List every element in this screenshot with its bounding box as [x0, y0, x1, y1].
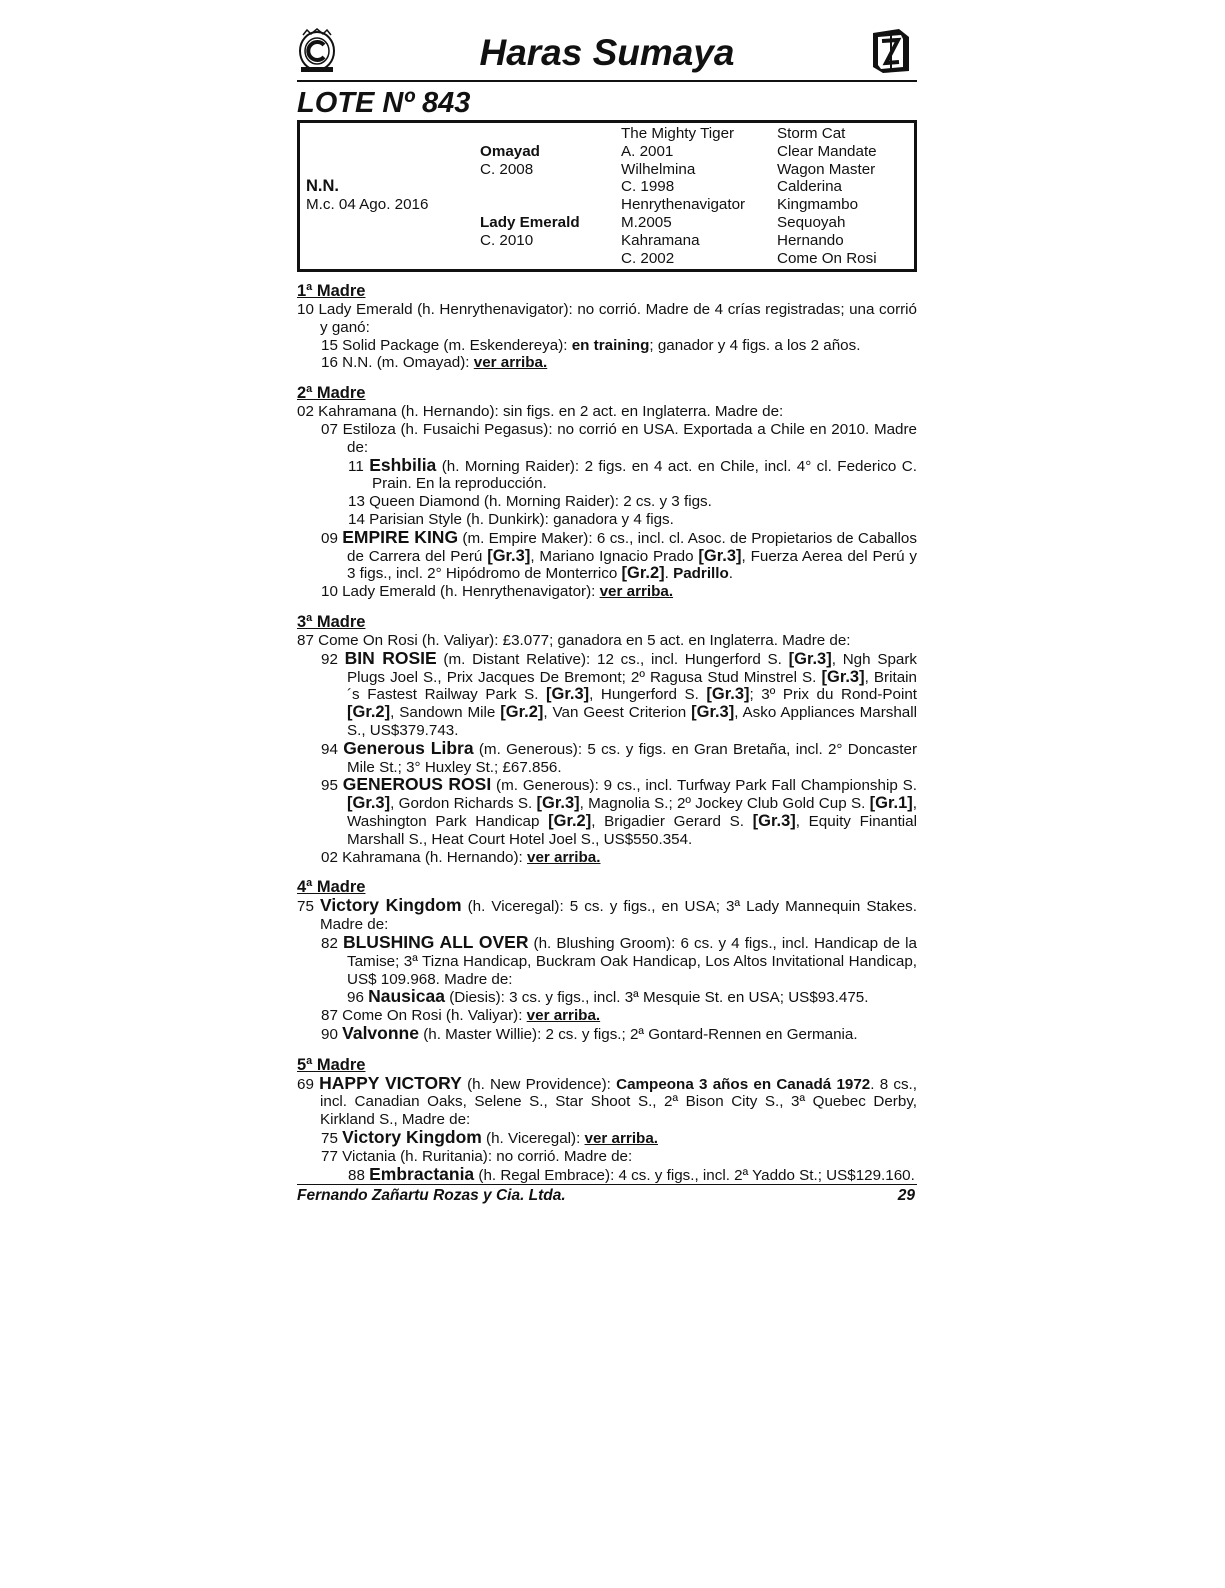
catalog-page — [297, 24, 917, 1184]
page-footer — [297, 1184, 917, 1205]
pedigree-cell: Come On Rosi — [777, 249, 877, 267]
pedigree-cell: Calderina — [777, 178, 843, 196]
sire-name: Omayad — [480, 142, 540, 160]
entry: 94 Generous Libra (m. Generous): 5 cs. y figs. en Gran Bretaña, incl. 2° Doncaster Mile St.; 3° Huxley St.; £67.856. — [321, 737, 917, 776]
pedigree-cell: Henrythenavigator — [621, 196, 746, 214]
entry: 13 Queen Diamond (h. Morning Raider): 2 cs. y 3 figs. — [348, 493, 712, 511]
page-header — [297, 24, 917, 82]
section-heading: 4ª Madre — [297, 878, 366, 897]
subject-info: M.c. 04 Ago. 2016 — [306, 196, 429, 214]
pedigree-table — [297, 120, 917, 272]
page-number: 29 — [897, 1187, 915, 1204]
entry: 82 BLUSHING ALL OVER (h. Blushing Groom): 6 cs. y 4 figs., incl. Handicap de la Tamise; 3ª Tizna Handicap, Buckram Oak Handicap, Los Altos Invitational Handicap, US$ 109.968. Madre de: — [321, 931, 917, 988]
section-heading: 3ª Madre — [297, 612, 366, 631]
entry: 14 Parisian Style (h. Dunkirk): ganadora y 4 figs. — [348, 510, 674, 528]
pedigree-cell: Sequoyah — [777, 213, 846, 231]
section-fourth-dam — [297, 878, 917, 1043]
entry: 02 Kahramana (h. Hernando): ver arriba. — [321, 848, 601, 866]
pedigree-cell: Storm Cat — [777, 125, 846, 142]
entry: 92 BIN ROSIE (m. Distant Relative): 12 cs., incl. Hungerford S. [Gr.3], Ngh Spark Plugs Joel S., Prix Jacques De Bremont; 2º Ragusa Stud Minstrel S. [Gr.3], Britain´s Fastest Railway Park S. [Gr.3], Hungerford S. [Gr.3]; 3º Prix du Rond-Point [Gr.2], Sandown Mile [Gr.2], Van Geest Criterion [Gr.3], Asko Appliances Marshall S., US$379.743. — [321, 647, 918, 739]
section-third-dam — [297, 613, 917, 866]
pedigree-cell: The Mighty Tiger — [621, 125, 735, 142]
entry: 87 Come On Rosi (h. Valiyar): ver arriba. — [321, 1007, 601, 1025]
entry: 09 EMPIRE KING (m. Empire Maker): 6 cs., incl. cl. Asoc. de Propietarios de Caballos de Carrera del Perú [Gr.3], Mariano Ignacio Prado [Gr.3], Fuerza Aerea del Perú y 3 figs., incl. 2° Hipódromo de Monterrico [Gr.2]. Padrillo. — [321, 526, 918, 583]
entry: 07 Estiloza (h. Fusaichi Pegasus): no corrió en USA. Exportada a Chile en 2010. Madre de: — [321, 420, 917, 456]
section-heading: 1ª Madre — [297, 282, 366, 300]
pedigree-cell: C. 1998 — [621, 178, 675, 196]
ver-arriba-link[interactable]: ver arriba. — [473, 354, 548, 372]
entry: 95 GENEROUS ROSI (m. Generous): 9 cs., incl. Turfway Park Fall Championship S. [Gr.3], Gordon Richards S. [Gr.3], Magnolia S.; 2º Jockey Club Gold Cup S. [Gr.1], Washington Park Handicap [Gr.2], Brigadier Gerard S. [Gr.3], Equity Finantial Marshall S., Heat Court Hotel Joel S., US$550.354. — [321, 774, 917, 848]
pedigree-cell: Hernando — [777, 231, 844, 249]
entry: 75 Victory Kingdom (h. Viceregal): ver arriba. — [321, 1127, 658, 1148]
entry: 16 N.N. (m. Omayad): ver arriba. — [321, 354, 548, 372]
entry: 02 Kahramana (h. Hernando): sin figs. en 2 act. en Inglaterra. Madre de: — [297, 403, 784, 421]
pedigree-cell: Kingmambo — [777, 196, 859, 214]
entry: 96 Nausicaa (Diesis): 3 cs. y figs., incl. 3ª Mesquie St. en USA; US$93.475. — [347, 986, 869, 1007]
sire-info: C. 2008 — [480, 160, 534, 178]
pedigree-cell: Kahramana — [621, 231, 700, 249]
entry: 90 Valvonne (h. Master Willie): 2 cs. y figs.; 2ª Gontard-Rennen en Germania. — [321, 1022, 858, 1043]
section-fifth-dam — [297, 1056, 917, 1185]
section-first-dam — [297, 282, 917, 372]
entry: 10 Lady Emerald (h. Henrythenavigator): no corrió. Madre de 4 crías registradas; una corrió y ganó: — [297, 301, 917, 336]
entry: 87 Come On Rosi (h. Valiyar): £3.077; ganadora en 5 act. en Inglaterra. Madre de: — [297, 631, 851, 649]
zanartu-logo-icon — [869, 27, 913, 75]
ver-arriba-link[interactable]: ver arriba. — [599, 583, 674, 601]
entry: 11 Eshbilia (h. Morning Raider): 2 figs. en 4 act. en Chile, incl. 4° cl. Federico C. Prain. En la reproducción. — [348, 454, 917, 493]
pedigree-cell: C. 2002 — [621, 249, 675, 267]
pedigree-cell: A. 2001 — [621, 142, 674, 160]
entry: 69 HAPPY VICTORY (h. New Providence): Campeona 3 años en Canadá 1972. 8 cs., incl. Canadian Oaks, Selene S., Star Shoot S., 2ª Bison City S., 3ª Quebec Derby, Kirkland S., Madre de: — [297, 1072, 917, 1129]
entry: 77 Victania (h. Ruritania): no corrió. Madre de: — [321, 1147, 633, 1165]
pedigree-cell: Wagon Master — [777, 160, 876, 178]
section-heading: 2ª Madre — [297, 384, 366, 403]
pedigree-cell: Wilhelmina — [621, 160, 696, 178]
entry: 10 Lady Emerald (h. Henrythenavigator): ver arriba. — [321, 583, 674, 601]
section-heading: 5ª Madre — [297, 1055, 366, 1074]
ver-arriba-link[interactable]: ver arriba. — [527, 848, 601, 866]
lot-number: LOTE Nº 843 — [297, 87, 471, 119]
entry: 75 Victory Kingdom (h. Viceregal): 5 cs. y figs., en USA; 3ª Lady Mannequin Stakes. Madre de: — [297, 895, 917, 934]
section-second-dam — [297, 384, 917, 601]
dam-info: C. 2010 — [480, 231, 534, 249]
ver-arriba-link[interactable]: ver arriba. — [584, 1130, 658, 1148]
entry: 15 Solid Package (m. Eskendereya): en training; ganador y 4 figs. a los 2 años. — [321, 336, 861, 354]
ver-arriba-link[interactable]: ver arriba. — [526, 1007, 601, 1025]
pedigree-cell: M.2005 — [621, 213, 672, 231]
entry: 88 Embractania (h. Regal Embrace): 4 cs. y figs., incl. 2ª Yaddo St.; US$129.160. — [348, 1163, 915, 1184]
pedigree-cell: Clear Mandate — [777, 142, 877, 160]
page-title: Haras Sumaya — [479, 32, 735, 73]
dam-name: Lady Emerald — [480, 213, 580, 231]
subject-name: N.N. — [306, 177, 339, 196]
footer-company: Fernando Zañartu Rozas y Cia. Ltda. — [297, 1187, 566, 1204]
